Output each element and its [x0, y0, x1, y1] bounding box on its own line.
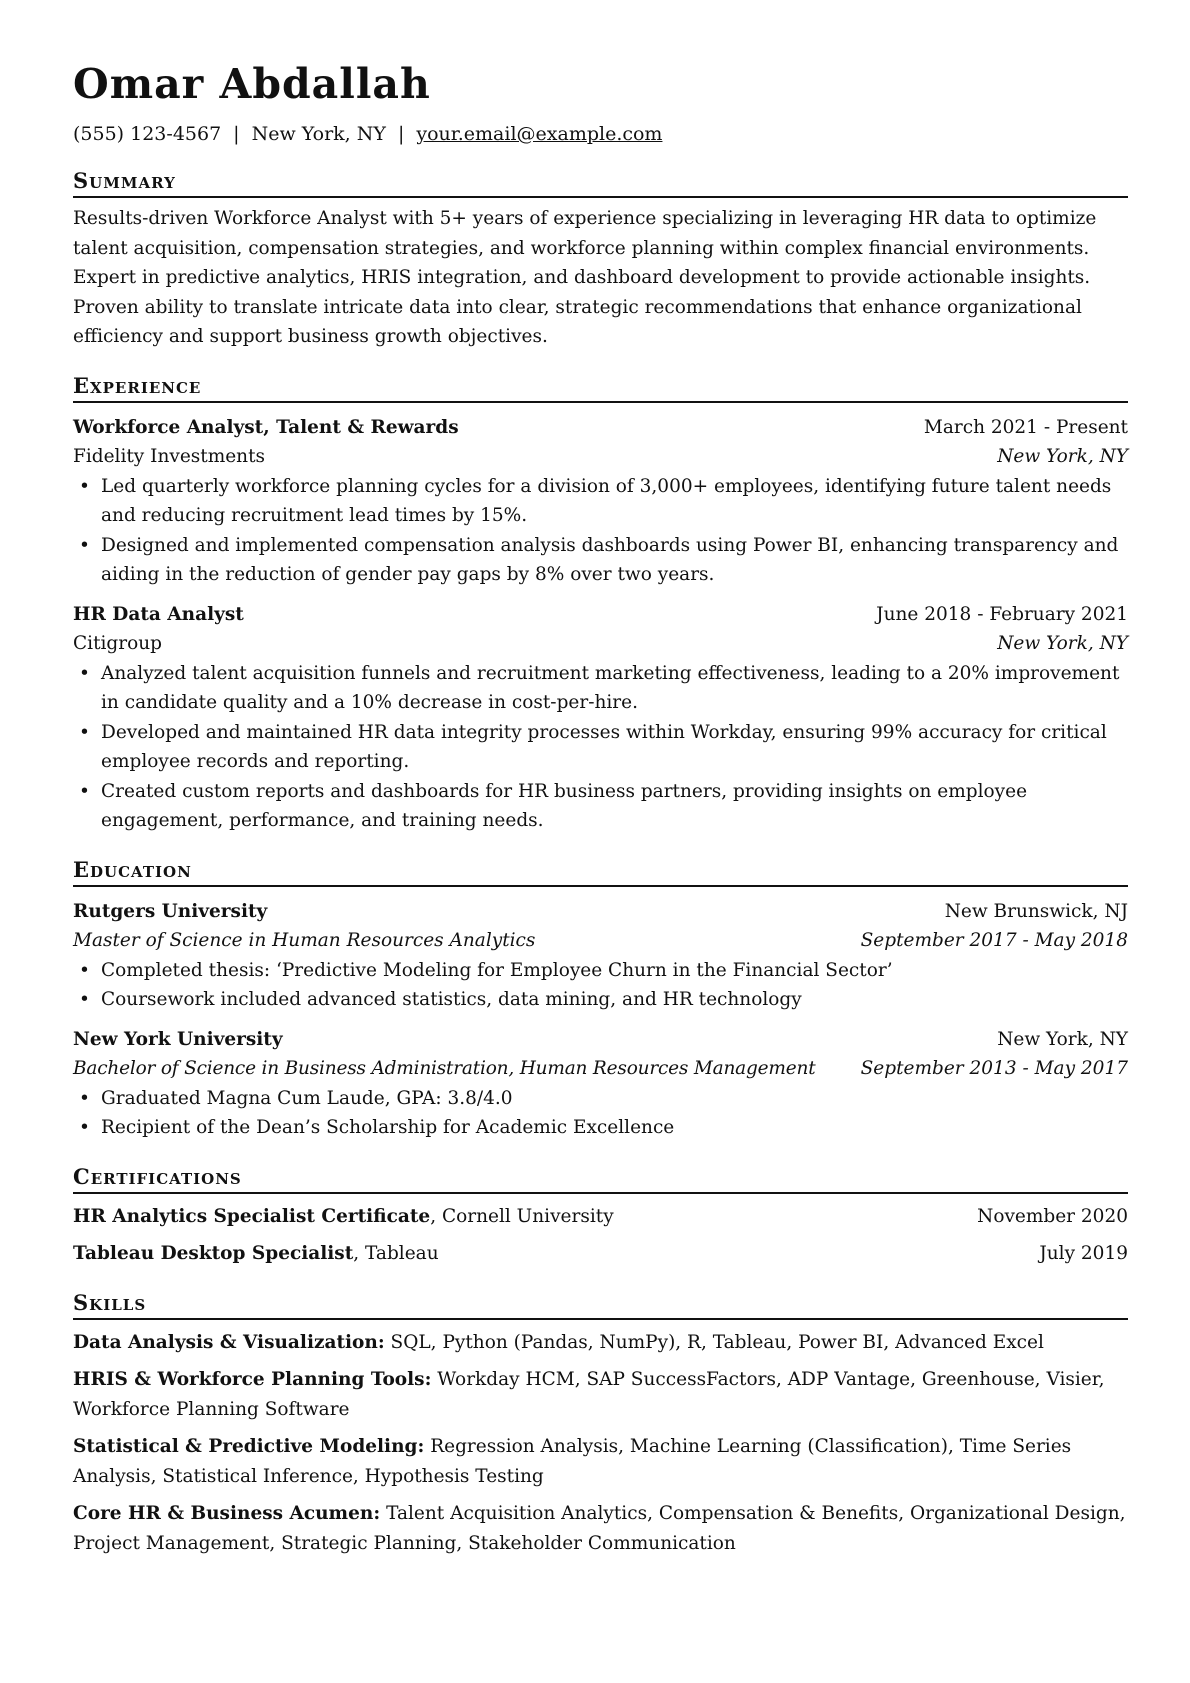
certification-name: Tableau Desktop Specialist [73, 1243, 354, 1264]
job-bullets [73, 472, 1128, 590]
job-entry [73, 413, 1128, 590]
contact-line [73, 121, 1128, 147]
job-bullet: • Developed and maintained HR data integrity processes within Workday, ensuring 99% accuracy for critical employee records and reporting. [101, 718, 1128, 777]
job-bullet: • Analyzed talent acquisition funnels and recruitment marketing effectiveness, leading to a 20% improvement in candidate quality and a 10% decrease in cost-per-hire. [101, 659, 1128, 718]
company-name: Fidelity Investments [73, 446, 266, 467]
job-header [73, 413, 1128, 443]
certifications-section [73, 1164, 1128, 1269]
certification-issuer: , Cornell University [430, 1205, 614, 1227]
school-subheader [73, 1054, 1128, 1084]
candidate-name: Omar Abdallah [73, 60, 431, 108]
certification-row [73, 1202, 1128, 1232]
skill-group [73, 1432, 1128, 1491]
skill-group-items: Regression Analysis, Machine Learning (Classification), Time Series Analysis, Statistical Inference, Hypothesis Testing [73, 1436, 1072, 1487]
job-subheader [73, 629, 1128, 659]
school-location: New Brunswick, NJ [944, 900, 1128, 922]
school-header [73, 897, 1128, 927]
school-bullets [73, 956, 1128, 1015]
skill-group-items: Workday HCM, SAP SuccessFactors, ADP Vantage, Greenhouse, Visier, Workforce Planning Software [73, 1369, 1105, 1420]
job-header [73, 600, 1128, 630]
skill-group-items: SQL, Python (Pandas, NumPy), R, Tableau, Power BI, Advanced Excel [384, 1331, 1044, 1353]
skill-group [73, 1365, 1128, 1424]
experience-section [73, 373, 1128, 836]
job-dates: June 2018 - February 2021 [876, 603, 1128, 625]
school-dates: September 2013 - May 2017 [860, 1058, 1128, 1079]
school-subheader [73, 926, 1128, 956]
certification-entry [73, 1202, 614, 1232]
school-header [73, 1025, 1128, 1055]
section-title-skills: Skills [73, 1290, 1128, 1320]
skill-group-label: Core HR & Business Acumen: [73, 1503, 381, 1524]
job-subheader [73, 442, 1128, 472]
school-bullet: • Coursework included advanced statistics, data mining, and HR technology [101, 985, 1128, 1015]
job-bullets [73, 659, 1128, 836]
school-bullet: • Recipient of the Dean’s Scholarship for Academic Excellence [101, 1113, 1128, 1143]
contact-separator: | [233, 123, 240, 145]
job-location: New York, NY [997, 446, 1128, 467]
contact-separator: | [397, 123, 405, 145]
summary-text: Results-driven Workforce Analyst with 5+ years of experience specializing in leveraging HR data to optimize talent acquisition, compensation strategies, and workforce planning within complex financial environments. Expert in predictive analytics, HRIS integration, and dashboard development to provide actionable insights. Proven ability to translate intricate data into clear, strategic recommendations that enhance organizational efficiency and support business growth objectives. [73, 208, 1097, 347]
certification-date: July 2019 [1039, 1243, 1128, 1264]
section-title-experience: Experience [73, 373, 1128, 403]
company-name: Citigroup [73, 633, 163, 654]
skills-section [73, 1290, 1128, 1559]
degree: Master of Science in Human Resources Analytics [73, 930, 536, 951]
section-title-summary: Summary [73, 168, 1128, 198]
education-section [73, 857, 1128, 1143]
phone-number: (555) 123-4567 [73, 123, 222, 145]
skill-group-label: HRIS & Workforce Planning Tools: [73, 1369, 432, 1390]
summary-section [73, 168, 1128, 352]
certification-date: November 2020 [977, 1205, 1128, 1227]
degree: Bachelor of Science in Business Administration, Human Resources Management [73, 1058, 816, 1079]
school-name: New York University [73, 1028, 283, 1050]
school-location: New York, NY [997, 1028, 1128, 1050]
email-link[interactable]: your.email@example.com [416, 123, 663, 145]
section-title-education: Education [73, 857, 1128, 887]
job-location: New York, NY [997, 633, 1128, 654]
school-dates: September 2017 - May 2018 [860, 930, 1128, 951]
job-title: Workforce Analyst, Talent & Rewards [73, 416, 459, 438]
job-entry [73, 600, 1128, 836]
skill-group-label: Statistical & Predictive Modeling: [73, 1436, 425, 1457]
certification-issuer: , Tableau [353, 1243, 439, 1264]
section-title-certifications: Certifications [73, 1164, 1128, 1194]
school-bullet: • Graduated Magna Cum Laude, GPA: 3.8/4.0 [101, 1084, 1128, 1114]
skill-group-label: Data Analysis & Visualization: [73, 1331, 385, 1353]
job-bullet: • Designed and implemented compensation analysis dashboards using Power BI, enhancing transparency and aiding in the reduction of gender pay gaps by 8% over two years. [101, 531, 1128, 590]
certification-row [73, 1239, 1128, 1269]
job-title: HR Data Analyst [73, 603, 244, 625]
school-bullet: • Completed thesis: ‘Predictive Modeling for Employee Churn in the Financial Sector’ [101, 956, 1128, 986]
skill-group [73, 1328, 1128, 1358]
school-bullets [73, 1084, 1128, 1143]
resume-content [73, 58, 1128, 1558]
job-dates: March 2021 - Present [923, 416, 1128, 438]
location: New York, NY [251, 123, 386, 145]
certification-entry [73, 1239, 439, 1269]
school-entry [73, 1025, 1128, 1143]
skill-group-items: Talent Acquisition Analytics, Compensation & Benefits, Organizational Design, Project Management, Strategic Planning, Stakeholder Communication [73, 1503, 1126, 1554]
job-bullet: • Led quarterly workforce planning cycles for a division of 3,000+ employees, identifying future talent needs and reducing recruitment lead times by 15%. [101, 472, 1128, 531]
school-name: Rutgers University [73, 900, 268, 922]
job-bullet: • Created custom reports and dashboards for HR business partners, providing insights on employee engagement, performance, and training needs. [101, 777, 1128, 836]
certification-name: HR Analytics Specialist Certificate [73, 1205, 431, 1227]
skill-group [73, 1499, 1128, 1558]
school-entry [73, 897, 1128, 1015]
